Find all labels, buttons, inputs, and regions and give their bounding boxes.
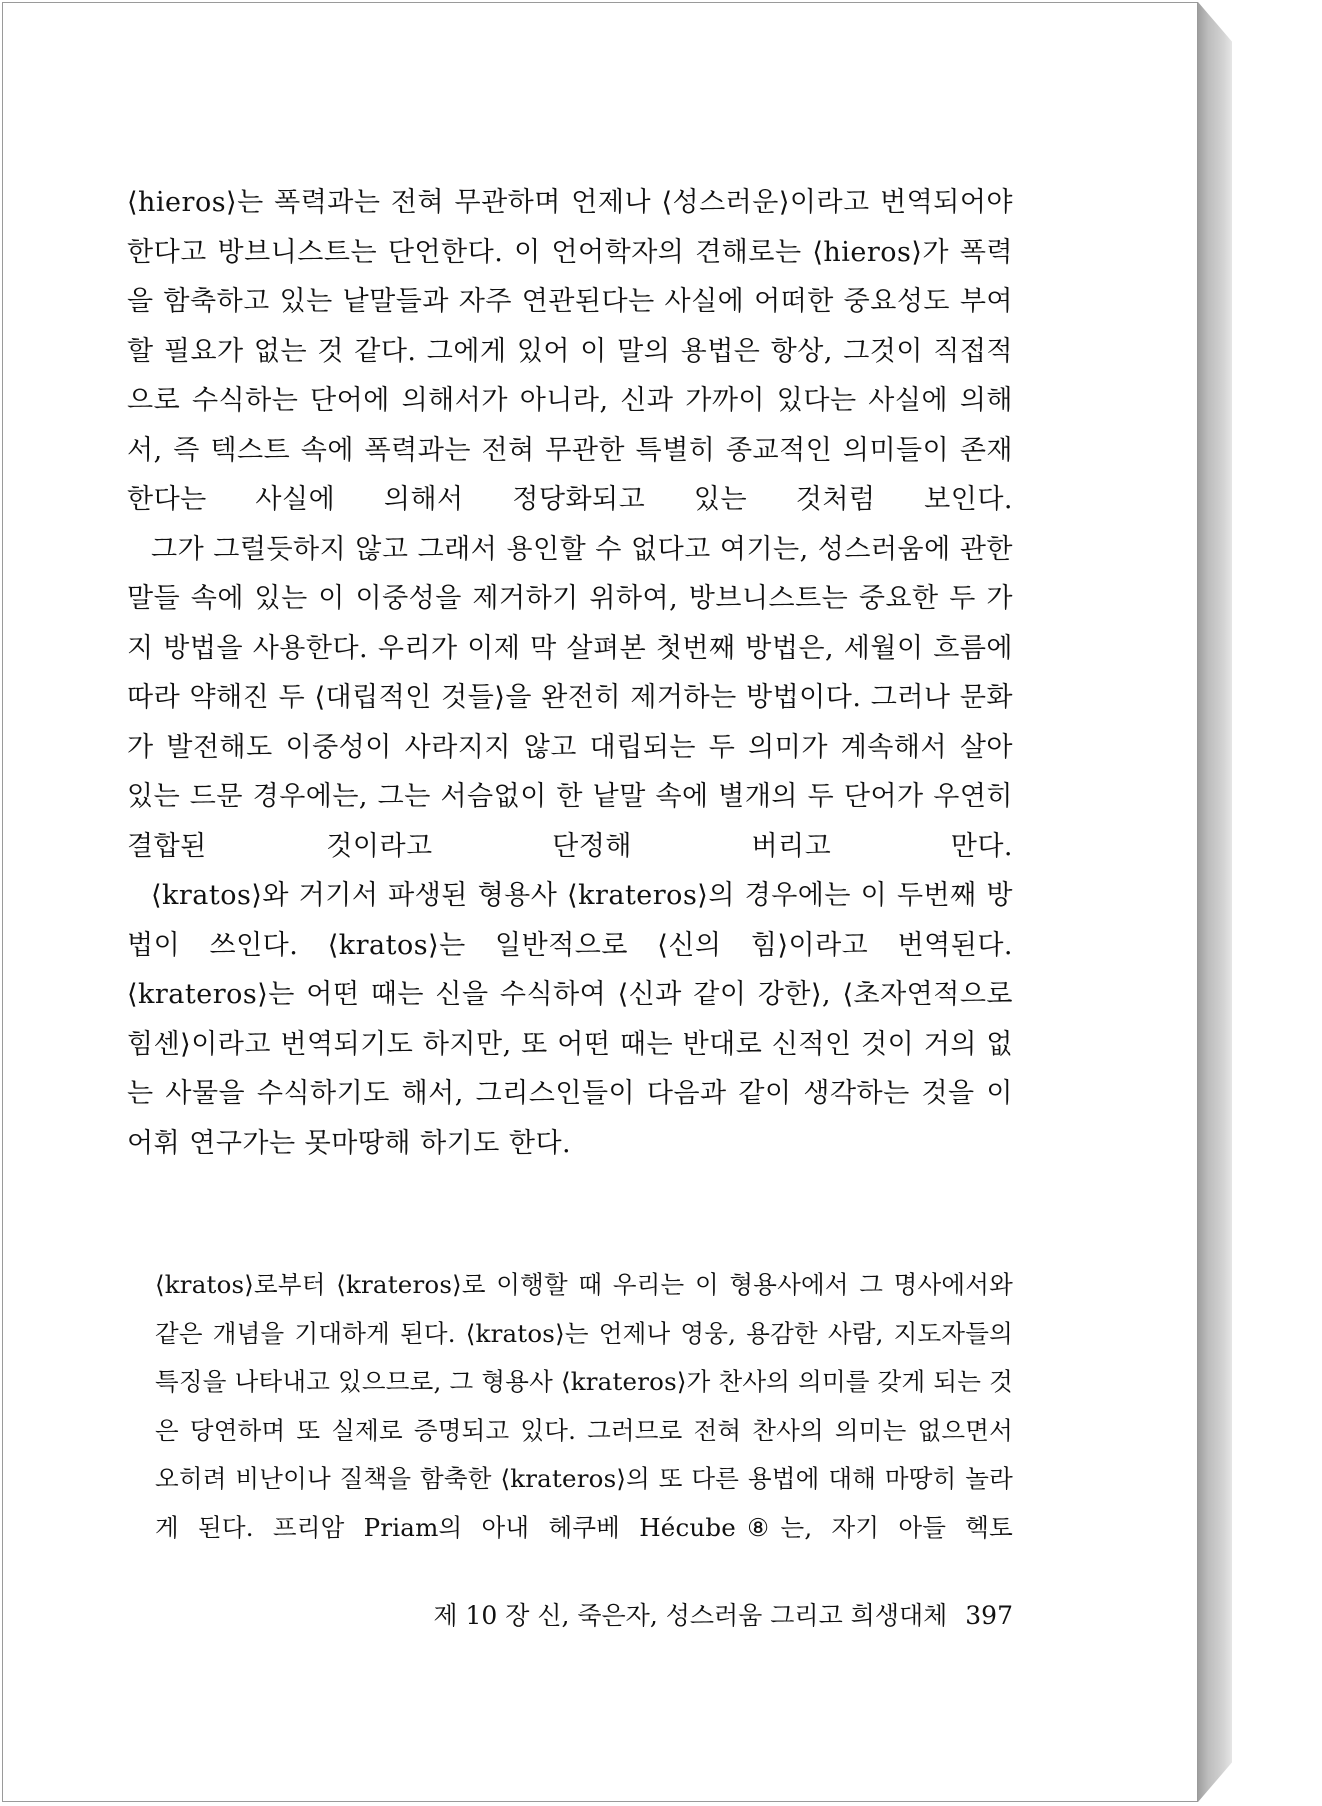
page-edge-shadow (1198, 2, 1232, 1802)
body-text (127, 178, 1013, 1168)
paragraph-hieros: ⟨hieros⟩는 폭력과는 전혀 무관하며 언제나 ⟨성스러운⟩이라고 번역되어야 한다고 방브니스트는 단언한다. 이 언어학자의 견해로는 ⟨hieros⟩가 폭력을 함축하고 있는 낱말들과 자주 연관된다는 사실에 어떠한 중요성도 부여할 필요가 없는 것 같다. 그에게 있어 이 말의 용법은 항상, 그것이 직접적으로 수식하는 단어에 의해서가 아니라, 신과 가까이 있다는 사실에 의해서, 즉 텍스트 속에 폭력과는 전혀 무관한 특별히 종교적인 의미들이 존재한다는 사실에 의해서 정당화되고 있는 것처럼 보인다. (127, 187, 1013, 515)
paragraph-kratos: ⟨kratos⟩와 거기서 파생된 형용사 ⟨krateros⟩의 경우에는 이 두번째 방법이 쓰인다. ⟨kratos⟩는 일반적으로 ⟨신의 힘⟩이라고 번역된다. ⟨krateros⟩는 어떤 때는 신을 수식하여 ⟨신과 같이 강한⟩, ⟨초자연적으로 힘센⟩이라고 번역되기도 하지만, 또 어떤 때는 반대로 신적인 것이 거의 없는 사물을 수식하기도 해서, 그리스인들이 다음과 같이 생각하는 것을 이 어휘 연구가는 못마땅해 하기도 한다. (127, 880, 1013, 1159)
paragraph-duality: 그가 그럴듯하지 않고 그래서 용인할 수 없다고 여기는, 성스러움에 관한 말들 속에 있는 이 이중성을 제거하기 위하여, 방브니스트는 중요한 두 가지 방법을 사용한다. 우리가 이제 막 살펴본 첫번째 방법은, 세월이 흐름에 따라 약해진 두 ⟨대립적인 것들⟩을 완전히 제거하는 방법이다. 그러나 문화가 발전해도 이중성이 사라지지 않고 대립되는 두 의미가 계속해서 살아 있는 드문 경우에는, 그는 서슴없이 한 낱말 속에 별개의 두 단어가 우연히 결합된 것이라고 단정해 버리고 만다. (127, 533, 1013, 862)
block-quote: ⟨kratos⟩로부터 ⟨krateros⟩로 이행할 때 우리는 이 형용사에서 그 명사에서와 같은 개념을 기대하게 된다. ⟨kratos⟩는 언제나 영웅, 용감한 사람, 지도자들의 특징을 나타내고 있으므로, 그 형용사 ⟨krateros⟩가 찬사의 의미를 갖게 되는 것은 당연하며 또 실제로 증명되고 있다. 그러므로 전혀 찬사의 의미는 없으면서 오히려 비난이나 질책을 함축한 ⟨krateros⟩의 또 다른 용법에 대해 마땅히 놀라게 된다. 프리암 Priam의 아내 헤쿠베 Hécube⑧는, 자기 아들 헥토 (155, 1270, 1013, 1542)
running-head: 제 10 장 신, 죽은자, 성스러움 그리고 희생대체 (433, 1601, 948, 1630)
page-footer (413, 1596, 1013, 1632)
book-page (2, 2, 1198, 1802)
page-number: 397 (965, 1601, 1013, 1630)
